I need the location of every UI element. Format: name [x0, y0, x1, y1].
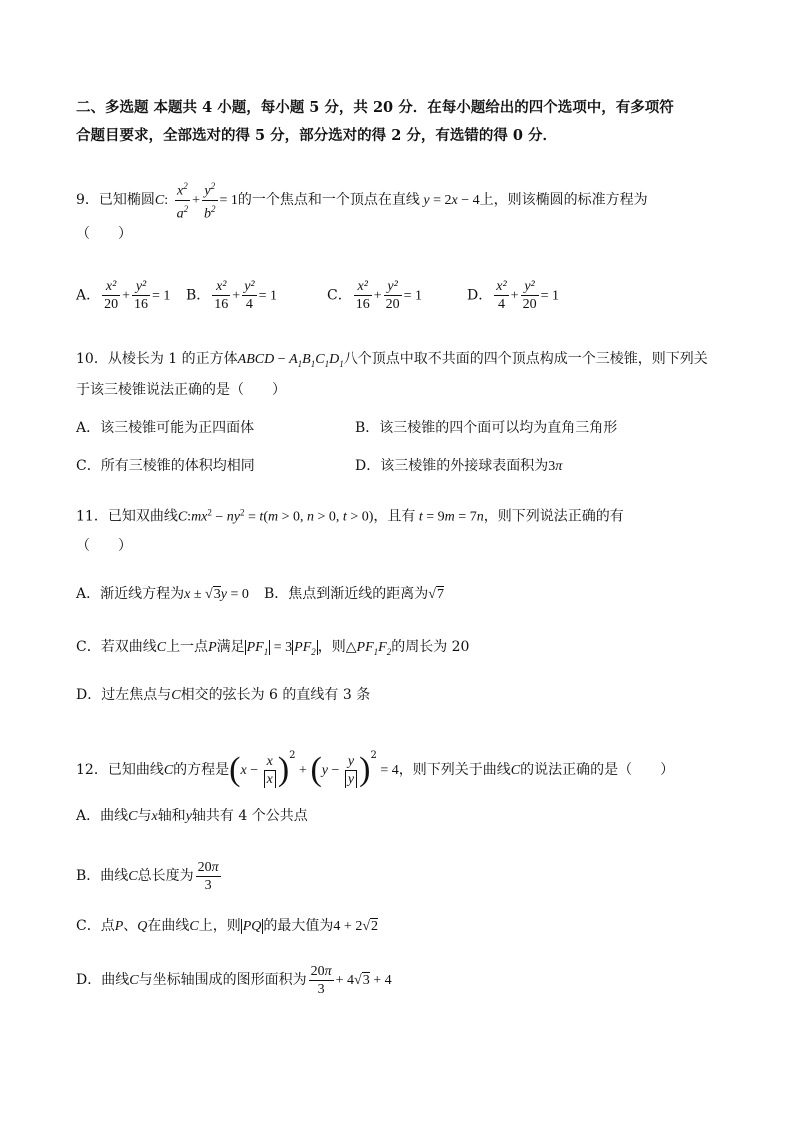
question-number: 10．	[76, 351, 108, 367]
answer-paren: （ ）	[76, 226, 132, 242]
question-9: 9．已知椭圆C: $\frac{x^2}{a^2}$ + $\frac{y^2}{b^2}$ = 1的一个焦点和一个顶点在直线 y = 2x − 4上，则该椭圆的标准方程为	[76, 178, 648, 222]
option-c: C． $\frac{\text{x²}}{16}$ + $\frac{\text{y²}}{20}$ = 1	[327, 279, 423, 312]
question-text: 的方程是	[173, 762, 230, 778]
question-text: 的说法正确的是（ ）	[520, 762, 675, 778]
option-d: D．该三棱锥的外接球表面积为3π	[355, 458, 563, 474]
option-d: D．曲线C与坐标轴围成的图形面积为 $\frac{20\pi}{3}$ + 4√3 + 4	[76, 963, 392, 997]
question-number: 11．	[76, 508, 108, 525]
option-b: B．该三棱锥的四个面可以均为直角三角形	[355, 420, 618, 436]
section-header-line2: 合题目要求，全部选对的得 5 分，部分选对的得 2 分，有选错的得 0 分．	[76, 127, 558, 144]
question-11: 11．已知双曲线$C:mx^2 - ny^2 = t(m > 0$, n > 0, t > 0)，且有 t = 9m = 7n，则下列说法正确的有	[76, 507, 624, 525]
option-d: D． $\frac{\text{x²}}{4}$ + $\frac{\text{y²}}{20}$ = 1	[467, 279, 559, 312]
answer-paren: （ ）	[76, 538, 132, 554]
question-text: 已知曲线	[107, 762, 164, 778]
question-text: 已知双曲线	[107, 508, 178, 525]
option-c: C．所有三棱锥的体积均相同	[76, 458, 255, 474]
option-a: A．该三棱锥可能为正四面体	[76, 420, 255, 436]
question-text: 已知椭圆	[98, 192, 155, 209]
question-text: 从棱长为 1 的正方体	[107, 351, 238, 367]
question-10-line2: 于该三棱锥说法正确的是（ ）	[76, 382, 286, 398]
option-c: C．若双曲线C上一点P满足 $PF_1 = 3$ $PF_2$ ，则$\triangle PF_1F_2$的周长为 20	[76, 639, 470, 657]
question-number: 12．	[76, 762, 108, 778]
option-d: D．过左焦点与C相交的弦长为 6 的直线有 3 条	[76, 687, 371, 703]
option-a: A． $\frac{\text{x²}}{20}$ + $\frac{\text{y²}}{16}$ = 1	[76, 279, 171, 312]
question-text: ，则下列说法正确的有	[483, 508, 624, 525]
section-header-line1: 二、多选题 本题共 4 小题，每小题 5 分，共 20 分．在每小题给出的四个选项中，有多项符	[76, 99, 674, 116]
option-a: A．渐近线方程为x ± √3y = 0	[76, 586, 249, 602]
option-c: C．点P、Q在曲线C上，则 PQ 的最大值为4 + 2√2	[76, 918, 379, 934]
option-a: A．曲线C与x轴和y轴共有 4 个公共点	[76, 808, 308, 824]
question-text: ，则下列关于曲线	[398, 762, 511, 778]
option-b: B． $\frac{\text{x²}}{16}$ + $\frac{\text{y²}}{4}$ = 1	[186, 279, 278, 312]
question-text: 的一个焦点和一个顶点在直线	[237, 192, 420, 209]
option-b: B．焦点到渐近线的距离为√7	[264, 586, 444, 602]
question-number: 9．	[76, 192, 99, 209]
question-text: 上，则该椭圆的标准方程为	[479, 192, 648, 209]
question-10: 10．从棱长为 1 的正方体ABCD − $A_1B_1C_1D_1$八个顶点中取不共面的四个顶点构成一个三棱锥，则下列关	[76, 351, 708, 369]
option-b: B．曲线C总长度为 $\frac{20\pi}{3}$	[76, 859, 219, 893]
question-12: 12．已知曲线C的方程是(x − $\frac{x}{x}$ )$^2$ + (y − $\frac{y}{y}$ )$^2$ = 4，则下列关于曲线C的说法正确的是（ ）	[76, 750, 675, 788]
question-text: ，且有	[373, 508, 416, 525]
question-text: 八个顶点中取不共面的四个顶点构成一个三棱锥，则下列关	[343, 351, 708, 367]
